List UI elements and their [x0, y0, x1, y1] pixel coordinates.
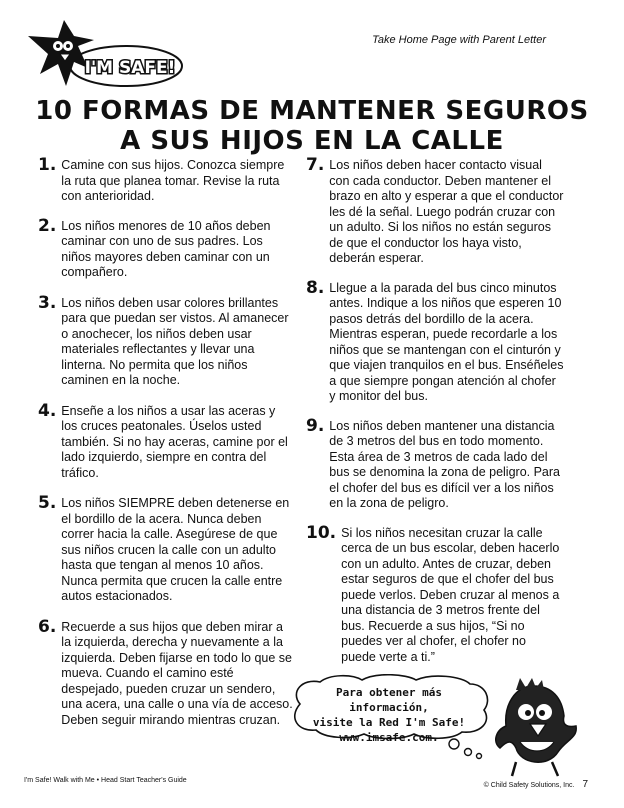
logo-text: I'M SAFE!	[84, 58, 176, 78]
item-text: Los niños deben mantener una distancia de 3 metros del bus en todo momento. Esta área de 3 metros de cada lado del bus se denomina la zona de peligro. Para el chofer del bus es difícil ver a los niños en la zona de peligro.	[329, 418, 561, 510]
item-text: Los niños menores de 10 años deben caminar con uno de sus padres. Los niños mayores deben caminar con un compañero.	[61, 218, 271, 279]
right-column	[306, 155, 564, 665]
item-number: 7.	[306, 155, 325, 175]
item-text: Los niños deben usar colores brillantes para que puedan ser vistos. Al amanecer o anochecer, los niños deben usar materiales reflectantes y llevar una linterna. No permita que los niños caminen en la noche.	[61, 295, 289, 387]
mascot-bird-illustration	[486, 678, 582, 778]
list-item-2	[38, 215, 294, 281]
item-number: 2.	[38, 215, 57, 236]
title-line-1: 10 FORMAS DE MANTENER SEGUROS	[35, 96, 589, 126]
list-item-6	[38, 616, 294, 729]
bubble-line-2: visite la Red I'm Safe!	[312, 716, 466, 729]
bubble-line-1: Para obtener más información,	[336, 686, 442, 714]
list-item-8	[306, 277, 564, 405]
item-text: Los niños deben hacer contacto visual con cada conductor. Deben mantener el brazo en alto y esperar a que el conductor les dé la señal. Luego podrán cruzar con un adulto. Si los niños no están seguros de que el conductor los haya visto, deberán esperar.	[329, 158, 564, 265]
footer-right	[484, 779, 588, 790]
left-column	[38, 155, 294, 728]
im-safe-logo	[18, 16, 186, 98]
page-title	[0, 96, 624, 156]
list-item-1	[38, 155, 294, 205]
copyright: © Child Safety Solutions, Inc.	[483, 782, 575, 789]
list-item-4	[38, 400, 294, 482]
item-text: Recuerde a sus hijos que deben mirar a la izquierda, derecha y nuevamente a la izquierda. Deben fijarse en todo lo que se mueva. Cuando el camino esté despejado, pueden cruzar un sendero, una acera, una calle o una vía de acceso. Deben seguir mirando mientras cruzan.	[61, 619, 293, 727]
item-number: 4.	[38, 400, 57, 421]
item-text: Enseñe a los niños a usar las aceras y los cruces peatonales. Úselos usted también. Si no hay aceras, camine por el lado izquierdo, siempre en contra del tráfico.	[61, 403, 288, 480]
item-text: Si los niños necesitan cruzar la calle cerca de un bus escolar, deben hacerlo con un adulto. Antes de cruzar, deben estar seguros de que el chofer del bus puede verlos. Deben cruzar al menos a una distancia de 3 metros frente del bus. Recuerde a sus hijos, “Si no puedes ver al chofer, el chofer no puede verte a ti.”	[341, 525, 560, 664]
list-item-5	[38, 493, 294, 605]
footer-left: I'm Safe! Walk with Me • Head Start Teacher's Guide	[24, 777, 187, 784]
item-number: 3.	[38, 292, 57, 313]
item-text: Llegue a la parada del bus cinco minutos antes. Indique a los niños que esperen 10 pasos detrás del bordillo de la acera. Mientras esperan, puede recordarle a los niños que se mantengan con el cinturón y que viajen tranquilos en el bus. Enséñeles a que siempre pongan atención al chofer y monitor del bus.	[329, 280, 564, 403]
item-number: 8.	[306, 277, 325, 298]
title-line-2: A SUS HIJOS EN LA CALLE	[120, 126, 504, 156]
list-item-9	[306, 415, 564, 512]
item-number: 5.	[38, 493, 57, 513]
item-number: 6.	[38, 616, 57, 637]
item-text: Los niños SIEMPRE deben detenerse en el bordillo de la acera. Nunca deben correr hacia la calle. Asegúrese de que sus niños crucen la calle con un adulto hasta que tengan al menos 10 años. Nunca permita que crucen la calle entre autos estacionados.	[61, 496, 290, 603]
list-item-3	[38, 292, 294, 389]
list-item-7	[306, 155, 564, 267]
bubble-line-3: www.imsafe.com.	[339, 731, 439, 744]
page-number: 7	[582, 779, 588, 790]
item-number: 9.	[306, 415, 325, 436]
item-number: 1.	[38, 155, 57, 175]
list-item-10	[306, 522, 564, 666]
item-number: 10.	[306, 522, 337, 543]
bubble-text	[294, 685, 484, 745]
header-note: Take Home Page with Parent Letter	[372, 34, 546, 46]
item-text: Camine con sus hijos. Conozca siempre la ruta que planea tomar. Revise la ruta con anterioridad.	[61, 158, 285, 203]
